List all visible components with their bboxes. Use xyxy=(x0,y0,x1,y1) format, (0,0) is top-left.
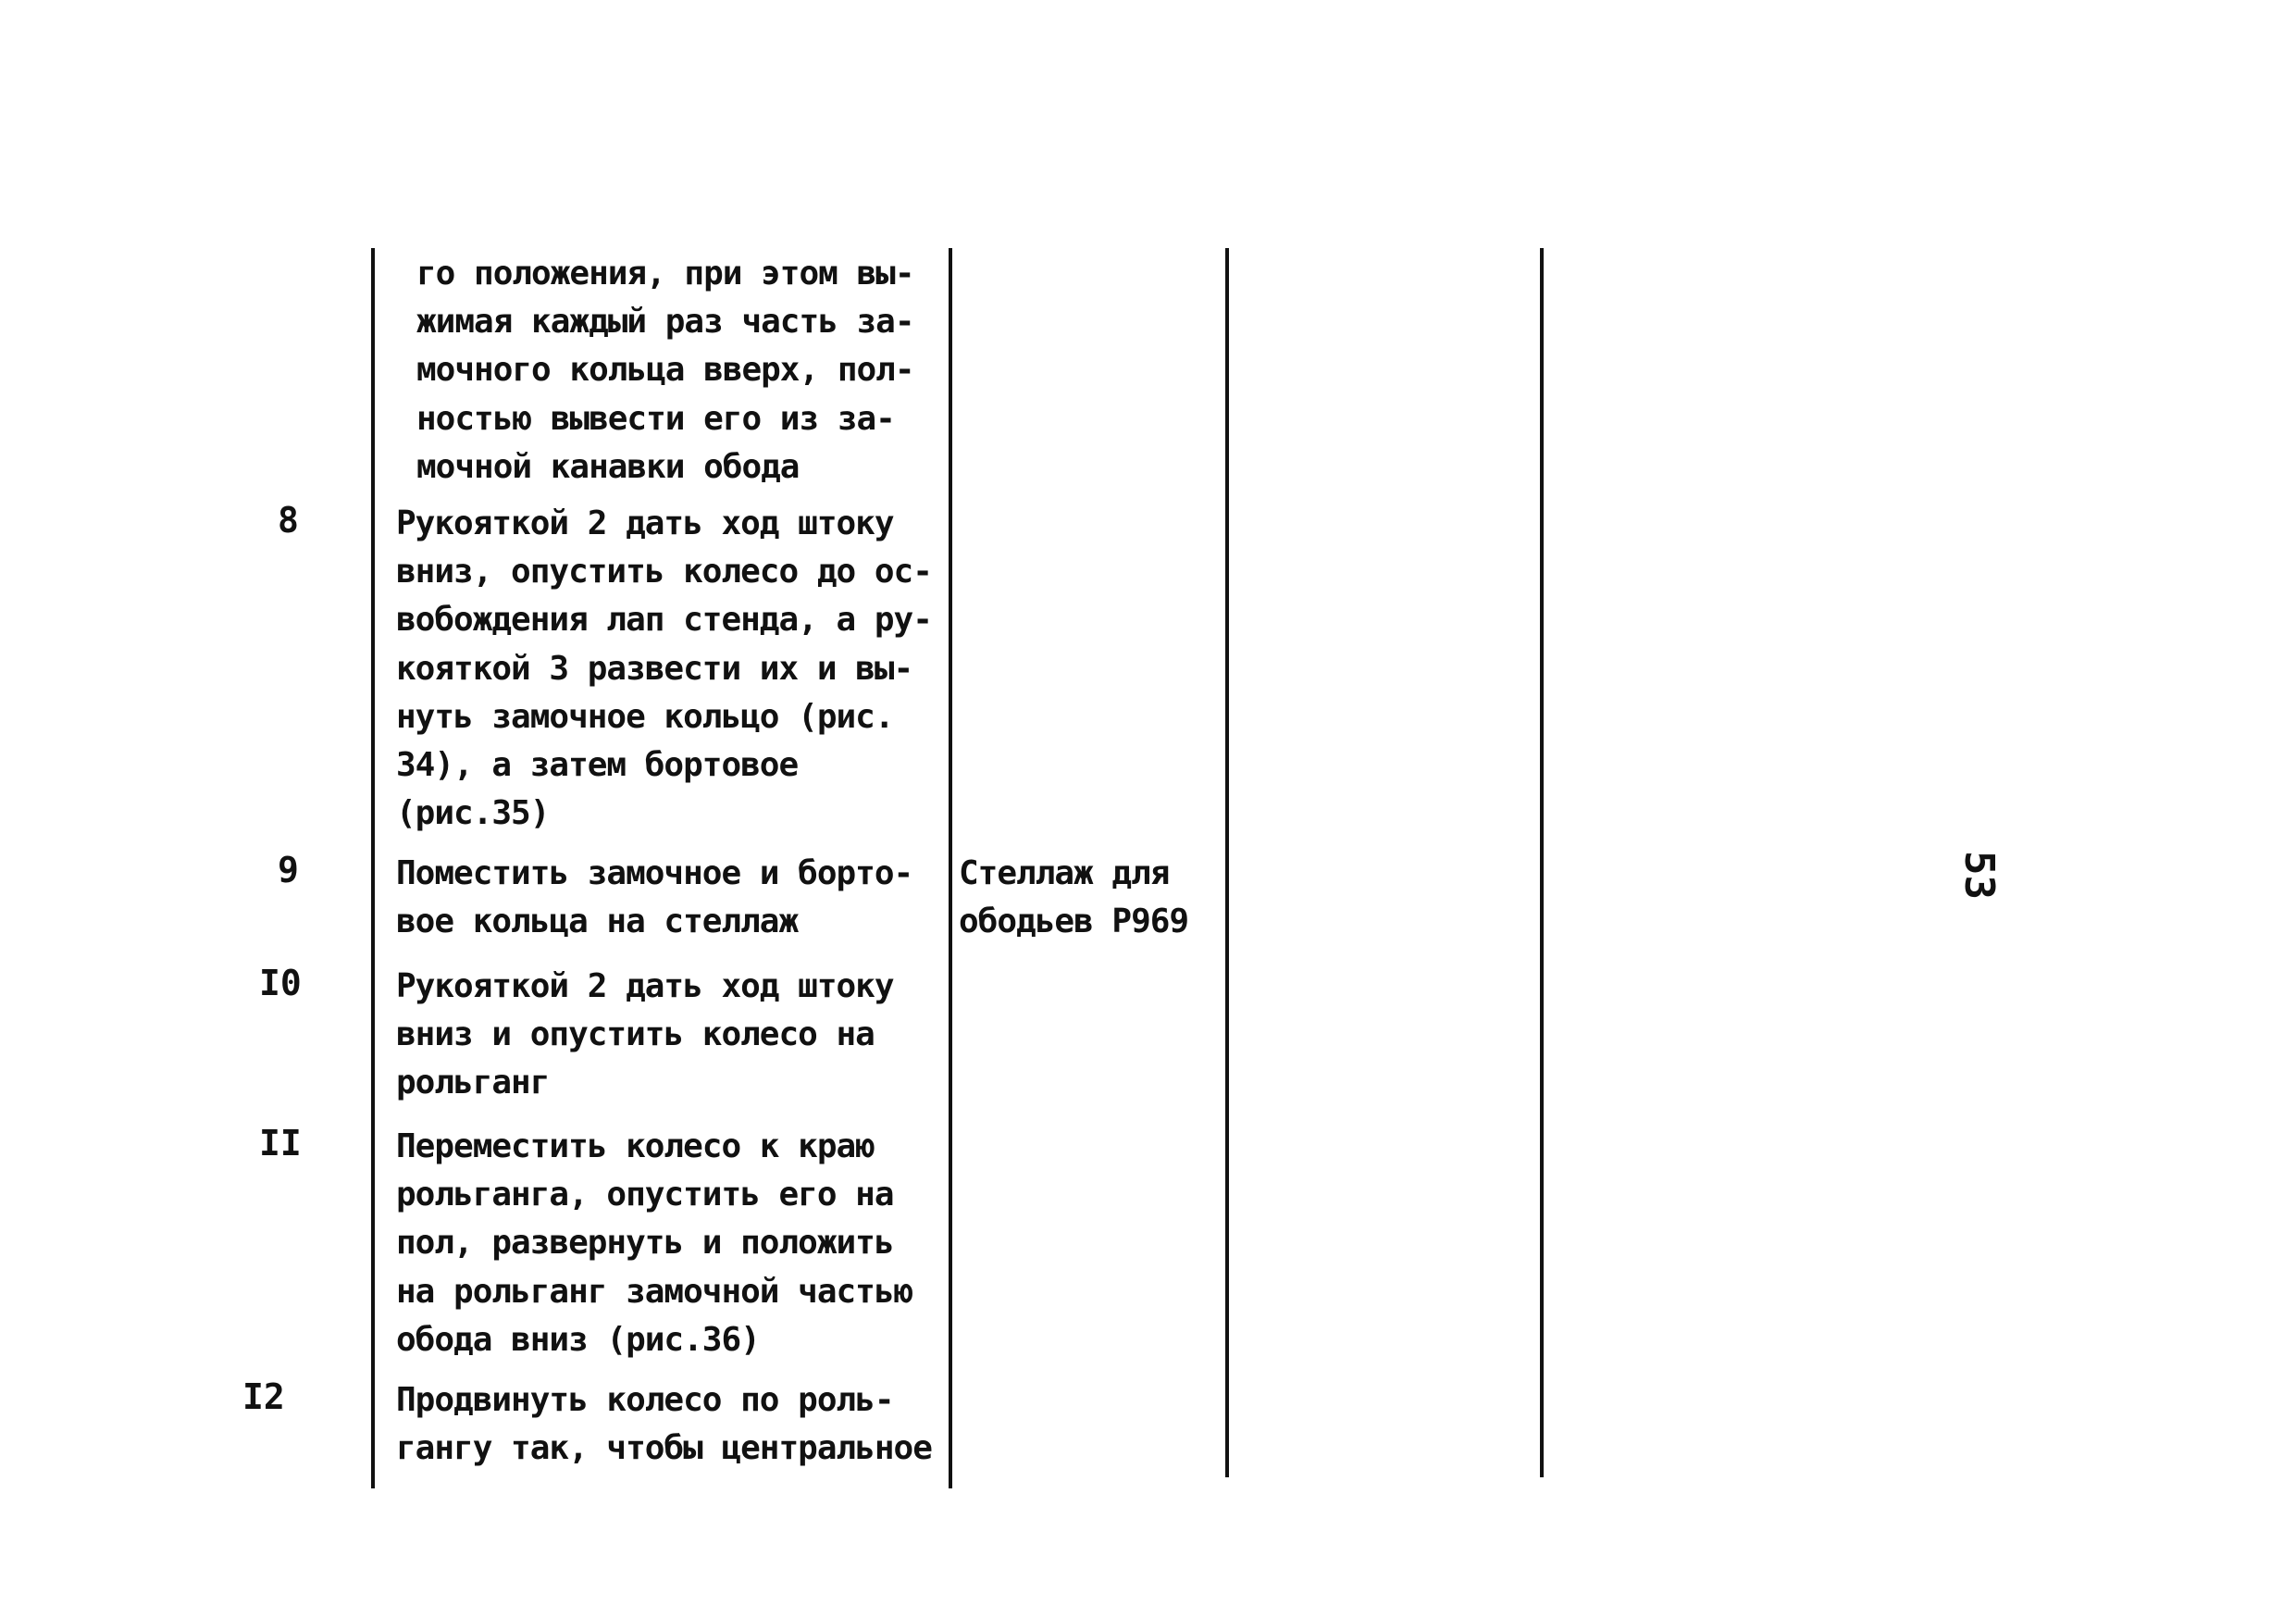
table-rule-right-2 xyxy=(1540,248,1544,1477)
step-text: Продвинуть колесо по роль- гангу так, чтобы центральное xyxy=(396,1381,932,1468)
step-text: Переместить колесо к краю рольганга, опустить его на пол, развернуть и положить на рольганг замочной частью обода вниз (рис.36) xyxy=(396,1127,913,1359)
step-text-continuation: го положения, при этом вы- жимая каждый раз часть за- мочного кольца вверх, пол- ностью вывести его из за- мочной канавки обода xyxy=(416,255,914,486)
step-text: Поместить замочное и борто- вое кольца на стеллаж xyxy=(396,854,913,941)
step-number: II xyxy=(259,1123,302,1164)
page-number: 53 xyxy=(1955,851,2003,900)
step-text: Рукояткой 2 дать ход штоку вниз, опустить колесо до ос- вобождения лап стенда, а ру- кояткой 3 развести их и вы- нуть замочное кольцо (рис. 34), а затем бортовое (рис.35) xyxy=(396,504,932,833)
step-number: I2 xyxy=(242,1376,285,1417)
step-number: 9 xyxy=(278,850,299,890)
step-text: Рукояткой 2 дать ход штоку вниз и опустить колесо на рольганг xyxy=(396,967,894,1102)
table-rule-middle xyxy=(949,248,952,1488)
step-equipment: Стеллаж для ободьев Р969 xyxy=(959,854,1189,941)
table-rule-right-1 xyxy=(1225,248,1229,1477)
step-number: 8 xyxy=(278,500,299,541)
table-rule-left xyxy=(371,248,375,1488)
step-number: I0 xyxy=(259,963,302,1003)
